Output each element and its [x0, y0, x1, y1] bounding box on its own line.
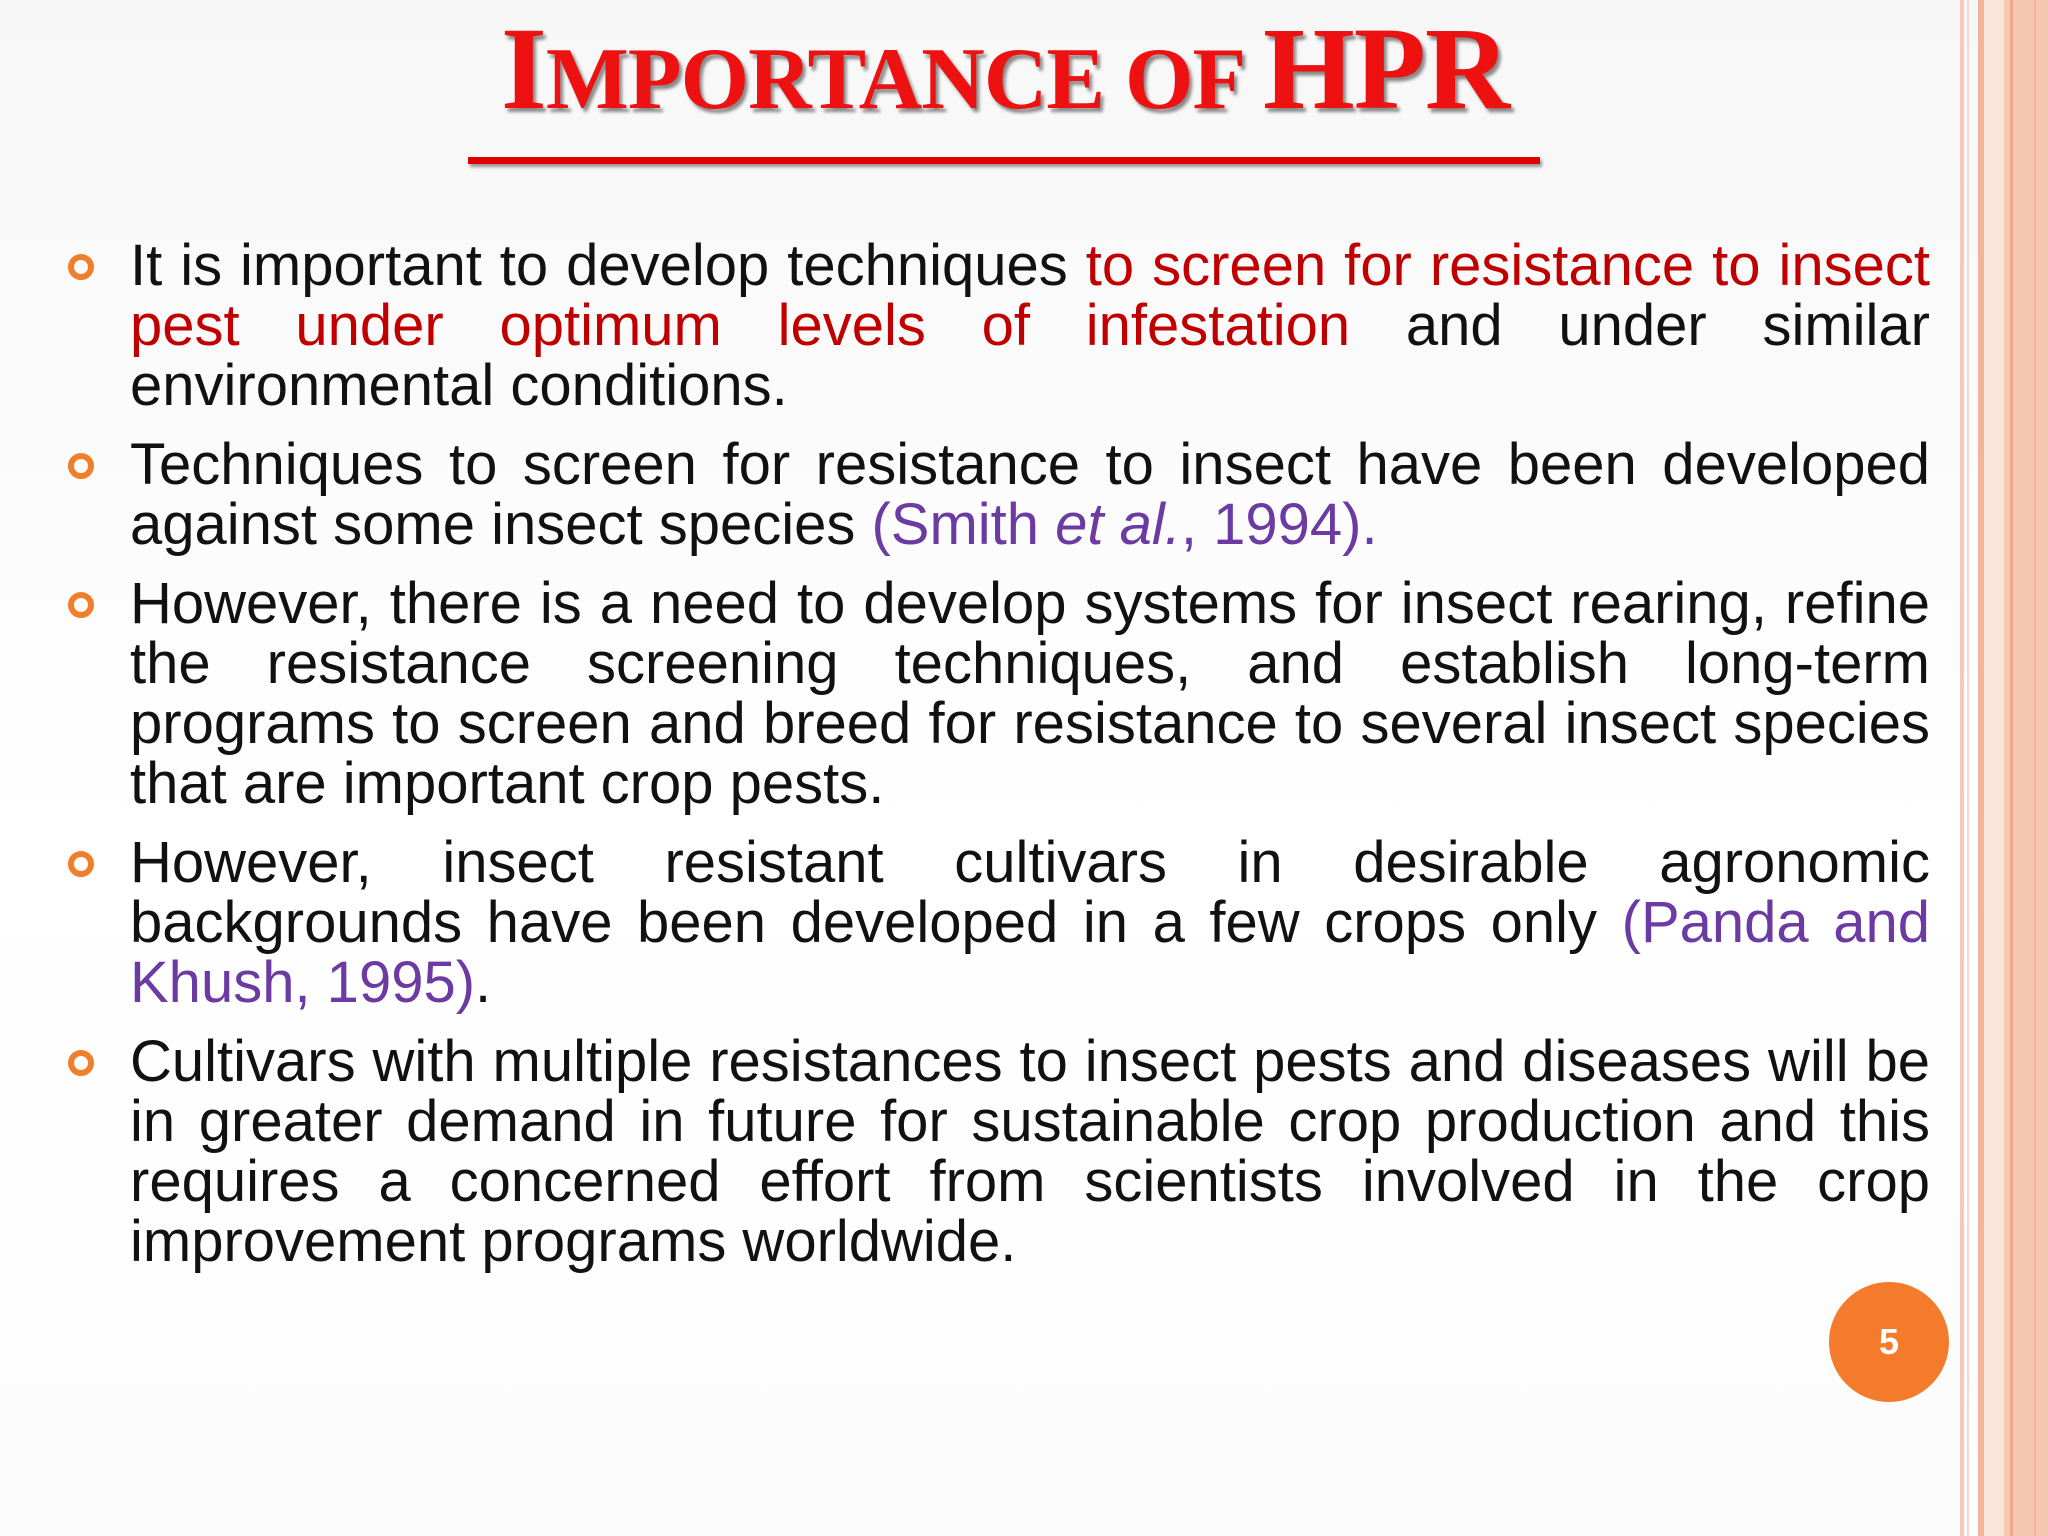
hollow-circle-bullet-icon: [68, 1050, 94, 1076]
title-container: [0, 3, 2010, 134]
citation-close: , 1994).: [1180, 492, 1378, 557]
citation-open: (Smith: [871, 492, 1056, 557]
title-underline: [468, 157, 1540, 164]
hollow-circle-bullet-icon: [68, 851, 94, 877]
hollow-circle-bullet-icon: [68, 592, 94, 618]
border-stripe: [1967, 0, 1969, 1536]
bullet-text: and under similar environmental conditions.: [130, 293, 1930, 418]
slide-title: [500, 3, 1510, 134]
bullet-item: [130, 233, 1930, 418]
page-number-badge: 5: [1829, 1282, 1949, 1402]
border-stripe: [2034, 0, 2036, 1536]
bullet-item: [130, 830, 1930, 1015]
title-small-caps: MPORTANCE OF: [545, 31, 1263, 128]
citation: (Panda and Khush, 1995): [130, 890, 1930, 1015]
citation-italic: et al.: [1055, 492, 1181, 557]
bullet-text: However, insect resistant cultivars in desirable agronomic backgrounds have been developed in a few crops only: [130, 830, 1930, 955]
bullet-text: However, there is a need to develop systems for insect rearing, refine the resistance screening techniques, and establish long-term programs to screen and breed for resistance to several insect species that are important crop pests.: [130, 571, 1930, 816]
hollow-circle-bullet-icon: [68, 453, 94, 479]
bullet-item: [130, 1029, 1930, 1274]
bullet-text: It is important to develop techniques: [130, 233, 1086, 298]
border-stripe: [1984, 0, 2004, 1536]
bullet-item: [130, 571, 1930, 816]
bullet-text: Cultivars with multiple resistances to insect pests and diseases will be in greater demand in future for sustainable crop production and this requires a concerned effort from scientists involved in the crop improvement programs worldwide.: [130, 1029, 1930, 1274]
title-initial: I: [500, 3, 546, 134]
hollow-circle-bullet-icon: [68, 254, 94, 280]
bullet-highlight: to screen for resistance to insect pest under optimum levels of infestation: [130, 233, 1930, 358]
border-stripe: [2010, 0, 2013, 1536]
title-hpr: HPR: [1263, 3, 1510, 134]
bullet-item: [130, 432, 1930, 557]
bullet-text-end: .: [475, 950, 492, 1015]
border-stripe: [1960, 0, 1964, 1536]
bullet-list: [130, 233, 1930, 1291]
bullet-text: Techniques to screen for resistance to insect have been developed against some insect species: [130, 432, 1930, 557]
